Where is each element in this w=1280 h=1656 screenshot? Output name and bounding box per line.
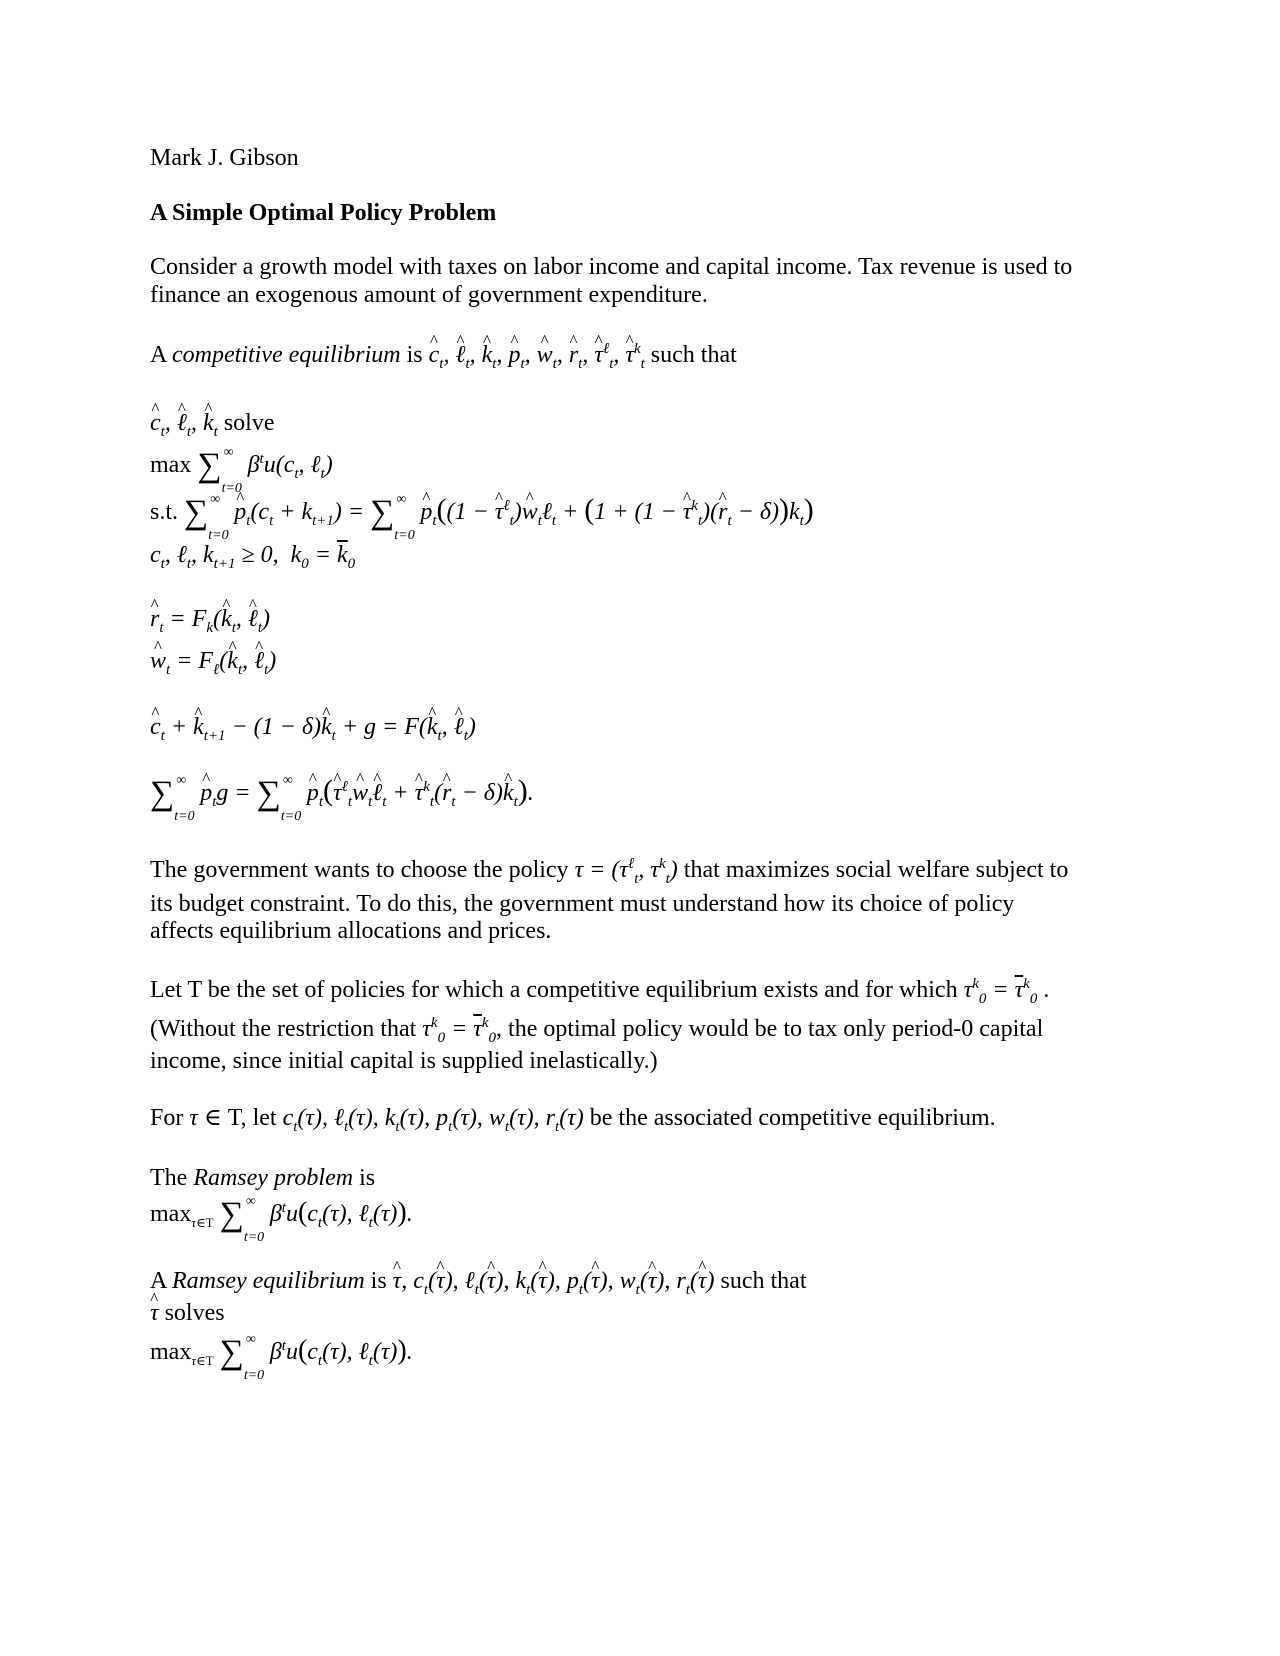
term-competitive-equilibrium: competitive equilibrium	[172, 342, 401, 368]
household-solve-line	[150, 408, 275, 438]
text-segment: , let	[240, 1105, 283, 1131]
policy-definition: $\tau = (\tau^\ell_t$, $\tau^k_t$)	[574, 856, 678, 887]
text-segment: that maximizes social welfare subject to	[677, 857, 1069, 883]
ramsey-objective-expression: ∑ t=0 ∞ $\beta^tu(c_t(\tau)$, ℓ$_t$(τ)).	[219, 1332, 413, 1383]
associated-equilibrium-line	[150, 1103, 996, 1133]
term-ramsey-problem: Ramsey problem	[193, 1165, 354, 1191]
subject-to-label: s.t.	[150, 499, 179, 525]
text-segment: The government wants to choose the policy	[150, 857, 575, 883]
text-segment: A	[150, 1268, 173, 1294]
text-segment: The	[150, 1165, 194, 1191]
government-paragraph-line-1	[150, 855, 1068, 885]
initial-capital-tax-restriction: $\tau^k_0 = \overline{\tau}^k_0$	[422, 1015, 497, 1046]
max-operator: max	[150, 1201, 192, 1227]
policy-set-line-3: income, since initial capital is supplied inelastically.)	[150, 1048, 658, 1074]
initial-capital-tax-restriction: $\tau^k_0 = \overline{\tau}^k_0$	[963, 976, 1038, 1007]
interest-rate-condition: ^ $r_t$ = $F_k(\^{}$ $k_t$, ^ ℓ$_t$)	[150, 604, 270, 634]
ramsey-equilibrium-objective: $\max_{\tau\in T}$ ∑ t=0 ∞ $\beta^tu(c_t(\tau)$, ℓ$_t$(τ)).	[150, 1332, 413, 1383]
document-title: A Simple Optimal Policy Problem	[150, 200, 497, 226]
ramsey-objective-expression: ∑ t=0 ∞ $\beta^tu(c_t(\tau)$, ℓ$_t$(τ)).	[219, 1194, 413, 1245]
ramsey-problem-heading	[150, 1164, 375, 1192]
intro-line-1: Consider a growth model with taxes on labor income and capital income. Tax revenue is used to	[150, 254, 1073, 280]
text-segment: (Without the restriction that	[150, 1016, 423, 1042]
wage-condition: ^ $w_t$ = $F_\ell(\^{}$ $k_t$, ^ ℓ$_t$)	[150, 646, 276, 676]
government-paragraph-line-3: affects equilibrium allocations and prices.	[150, 918, 552, 944]
text-segment: be the set of policies for which a competitive equilibrium exists and for which	[201, 977, 964, 1003]
ramsey-equilibrium-definition	[150, 1266, 807, 1296]
text-segment: is	[364, 1268, 393, 1294]
max-operator: max	[150, 1339, 192, 1365]
text-segment: solves	[158, 1300, 225, 1326]
text-segment: such that	[714, 1268, 807, 1294]
author-name: Mark J. Gibson	[150, 145, 299, 171]
text-solve: solve	[217, 410, 275, 436]
text-segment: For	[150, 1105, 190, 1131]
text-such-that: such that	[644, 342, 737, 368]
text-segment: be the associated competitive equilibrium.	[583, 1105, 996, 1131]
household-budget-constraint	[150, 492, 814, 543]
policy-set-line-2	[150, 1014, 1043, 1044]
policy-set-symbol: T	[187, 977, 202, 1003]
policy-set-line-1: Let T be the set of policies for which a competitive equilibrium exists and for which $\tau^k_0 = \overline{\tau}^k_0$ .	[150, 976, 1050, 1007]
text-prefix: A	[150, 342, 173, 368]
resource-constraint: ^ $c_t$ + ^ $k_{t+1} - (1$ − δ)^ $k_t + g$ = F(^ $k_t$, ^ ℓ$_t$)	[150, 712, 476, 742]
government-budget-constraint: ∑ t=0 ∞ ^ $p_tg$ = ∑ t=0 ∞ ^ $p_t(\^{}$ $\tau^\ell_t\^{}$ $w_t\^{}$ ℓ$_t$ + ^ $\tau^k_t(\^{}$ $r_t$ − δ)^ $k_t$).	[150, 776, 534, 809]
government-paragraph-line-2: its budget constraint. To do this, the government must understand how its choice of policy	[150, 891, 1015, 917]
equilibrium-functions: $c_t(\tau)$, ℓ$_t$(τ), $k_t(\tau)$, $p_t(\tau)$, $w_t(\tau)$, $r_t(\tau)$	[282, 1105, 584, 1135]
budget-constraint-expression: ∑ t=0 ∞ ^ $p_t(c_t + k_{t+1})$ = ∑ t=0 ∞ ^ $p_t((1$ − ^ $\tau^\ell_t)\^{}$ $w_t\ell_t + (1 + (1$ − ^ $\tau^k_t)(\^{}$ $r_t - \delta))k_t$)	[184, 499, 814, 525]
max-operator: max	[150, 452, 192, 478]
text-segment: Let	[150, 977, 188, 1003]
equilibrium-variables: ^ $c_t$, ^ ℓ$_t$, ^ $k_t$, ^ $p_t$, ^ $w_t$, ^ $r_t$, ^ $\tau^\ell_t$, ^ $\tau^k_t$	[429, 342, 645, 368]
ramsey-equilibrium-variables: ^ τ, $c_t(\^{}$ τ), ℓ$_t$(^ τ), $k_t(\^{}$ τ), $p_t(\^{}$ τ), $w_t(\^{}$ τ), $r_t(\^{}$ τ)	[393, 1268, 715, 1294]
text-is: is	[400, 342, 429, 368]
ramsey-solves-line	[150, 1298, 225, 1328]
term-ramsey-equilibrium: Ramsey equilibrium	[172, 1268, 365, 1294]
objective-expression: ∑ t=0 ∞ $\beta^tu(c_t$, ℓ$_t$)	[197, 445, 333, 496]
nonnegativity-constraint: $c_t$, ℓ$_t$, $k_{t+1} \ge 0$, $k_0 = \overline{k}_0$	[150, 542, 356, 572]
household-choice-variables: ^ $c_t$, ^ ℓ$_t$, ^ $k_t$	[150, 410, 218, 436]
optimal-policy-symbol: ^ τ	[150, 1300, 159, 1326]
ramsey-problem-objective: $\max_{\tau\in T}$ ∑ t=0 ∞ $\beta^tu(c_t(\tau)$, ℓ$_t$(τ)).	[150, 1194, 413, 1245]
competitive-equilibrium-definition	[150, 340, 737, 370]
household-objective	[150, 445, 333, 496]
text-segment: , the optimal policy would be to tax only period-0 capital	[496, 1016, 1044, 1042]
policy-membership: τ ∈ T	[189, 1105, 241, 1131]
text-segment: is	[353, 1165, 376, 1191]
intro-line-2: finance an exogenous amount of government expenditure.	[150, 282, 708, 308]
